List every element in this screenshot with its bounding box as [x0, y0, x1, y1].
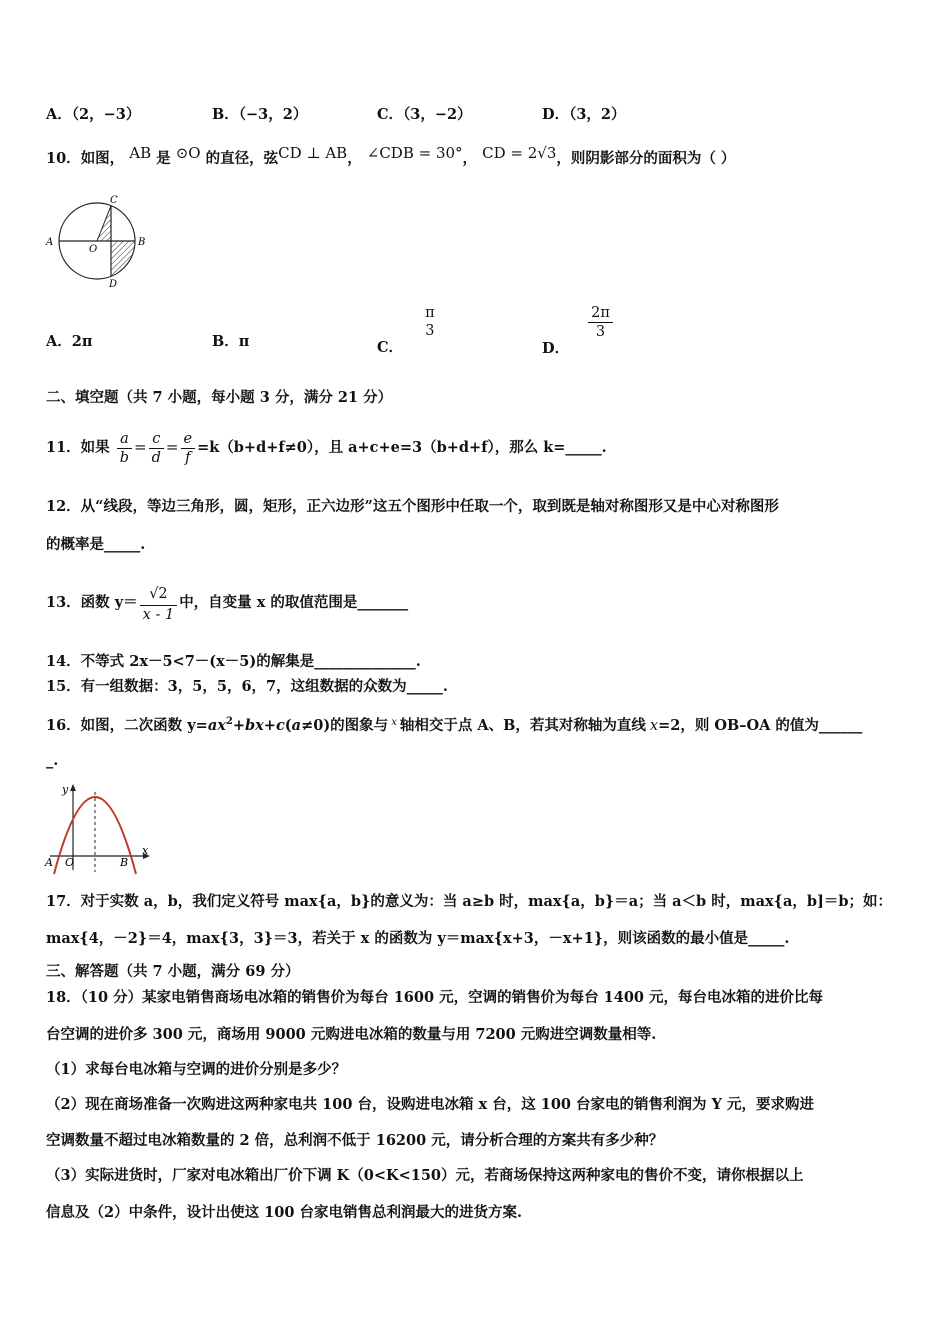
q11-eq-2: =: [165, 438, 179, 456]
q11-f2-den: d: [151, 449, 161, 466]
q10-option-a: [46, 330, 92, 351]
q13-den: x - 1: [142, 606, 175, 623]
q13-question: [46, 568, 408, 638]
q11-prefix: 11．如果: [46, 439, 110, 456]
q16-neq: ≠0)的图象与: [301, 716, 389, 734]
q10-option-d: [542, 304, 610, 357]
q10-option-b-label: B．: [212, 333, 239, 350]
q10-option-d-fraction: [588, 304, 613, 341]
q10-perp: CD ⊥ AB: [278, 144, 348, 162]
q9-option-d: [542, 103, 626, 124]
q9-option-c: [377, 103, 472, 124]
q16-label-b: B: [120, 856, 129, 869]
q16-plus-1: +: [232, 716, 245, 734]
q16-paren: (: [284, 716, 292, 734]
q16-bx: bx: [245, 716, 264, 734]
q10-option-a-label: A．: [46, 333, 72, 350]
q11-fraction-c-d: [149, 430, 164, 467]
q18-line-2: 台空调的进价多 300 元，商场用 9000 元购进电冰箱的数量与用 7200 元购进空调数量相等.: [46, 1026, 657, 1043]
q16-part-1: 16．如图，二次函数 y=: [46, 716, 208, 734]
q16-parabola-figure: [42, 780, 157, 875]
q9-option-b-label: B．: [212, 106, 239, 123]
q13-suffix: 中，自变量 x 的取值范围是_______: [179, 594, 409, 611]
q12-line-1: 12．从“线段，等边三角形，圆，矩形，正六边形”这五个图形中任取一个，取到既是轴对称图形又是中心对称图形: [46, 498, 779, 515]
q13-fraction: [140, 583, 178, 624]
q16-label-y: y: [62, 783, 69, 796]
q10-circle-o: ⊙O: [175, 144, 201, 162]
q16-part-2: 轴相交于点 A、B，若其对称轴为直线: [399, 716, 646, 734]
q16-c: c: [275, 716, 285, 734]
q10-number: 10．: [46, 150, 81, 167]
q11-f2-num: c: [149, 430, 164, 449]
q9-option-d-label: D．: [542, 106, 570, 123]
q18-line-4: （2）现在商场准备一次购进这两种家电共 100 台，设购进电冰箱 x 台，这 100 台家电的销售利润为 Y 元，要求购进: [46, 1096, 815, 1113]
q11-fraction-a-b: [117, 430, 132, 467]
q9-option-a-text: （2，−3）: [71, 106, 141, 123]
q16-a2: a: [291, 716, 302, 734]
q11-eq-1: =: [134, 438, 147, 456]
q10-option-d-label: D．: [542, 339, 570, 357]
q10-text-1: 如图，: [80, 150, 125, 167]
q10-option-c-num: π: [425, 305, 435, 321]
q16-x-eq: x: [649, 717, 659, 734]
q17-line-1: 17．对于实数 a，b，我们定义符号 max{a，b}的意义为：当 a≥b 时，max{a，b}＝a；当 a＜b 时，max{a，b]＝b；如：: [46, 893, 892, 910]
q10-shaded-lower: [111, 241, 135, 276]
q10-option-c-fraction: [422, 304, 438, 340]
q10-option-d-num: 2π: [588, 304, 613, 323]
q16-a: a: [207, 716, 218, 734]
q10-circle-figure: [42, 192, 162, 292]
q10-text-2: 是: [156, 150, 171, 167]
q9-option-a-label: A．: [46, 106, 72, 123]
q11-fraction-e-f: [181, 430, 196, 467]
q9-option-d-text: （3，2）: [569, 106, 626, 123]
q10-text-3: 的直径，弦: [205, 150, 279, 167]
q16-part-3: =2，则 OB–OA 的值为______: [658, 716, 863, 734]
q10-label-o: O: [89, 244, 98, 255]
q9-option-b-text: （−3，2）: [238, 106, 308, 123]
q18-line-5: 空调数量不超过电冰箱数量的 2 倍，总利润不低于 16200 元，请分析合理的方案共有多少种？: [46, 1132, 664, 1149]
q11-suffix: =k（b+d+f≠0），且 a+c+e=3（b+d+f），那么 k=_____.: [197, 439, 607, 456]
q11-f3-den: f: [185, 449, 191, 466]
q16-sup: 2: [225, 716, 233, 727]
q10-option-c-den: 3: [425, 323, 435, 339]
q18-line-7: 信息及（2）中条件，设计出使这 100 台家电销售总利润最大的进货方案.: [46, 1204, 522, 1221]
q16-line-1: [46, 712, 862, 738]
q18-line-6: （3）实际进货时，厂家对电冰箱出厂价下调 K（0<K<150）元，若商场保持这两种家电的售价不变，请你根据以上: [46, 1167, 804, 1184]
q10-label-c: C: [110, 195, 118, 206]
q16-plus-2: +: [263, 716, 276, 734]
q10-option-d-den: 3: [595, 324, 606, 340]
q9-option-c-text: （3，−2）: [403, 106, 472, 123]
q18-line-3: （1）求每台电冰箱与空调的进价分别是多少？: [46, 1061, 347, 1078]
q10-angle: ∠CDB = 30°: [366, 144, 463, 162]
q16-x: x: [217, 716, 226, 734]
q10-option-c-label: C．: [377, 339, 404, 356]
q16-y-arrow: [70, 784, 76, 791]
q10-option-b: [212, 330, 249, 351]
q15-question: 15．有一组数据：3，5，5，6，7，这组数据的众数为_____.: [46, 678, 448, 695]
q10-label-b: B: [138, 237, 146, 248]
q16-label-a: A: [45, 856, 53, 869]
q9-option-b: [212, 103, 307, 124]
q13-num: √2: [140, 583, 178, 606]
q10-label-a: A: [46, 237, 54, 248]
q12-line-2: 的概率是_____.: [46, 536, 146, 553]
q10-question: [46, 144, 736, 169]
q10-comma-2: ，: [462, 150, 478, 167]
q11-question: [46, 418, 607, 476]
q10-ab: AB: [129, 144, 152, 162]
q11-f1-num: a: [117, 430, 132, 449]
q10-option-c: [377, 304, 435, 356]
q10-label-d: D: [109, 279, 118, 290]
q10-text-4: ，则阴影部分的面积为（ ）: [556, 150, 736, 167]
q10-cd: CD = 2√3: [482, 144, 557, 162]
q10-comma-1: ，: [347, 150, 362, 167]
q9-option-a: [46, 103, 140, 124]
q16-label-o: O: [65, 856, 75, 869]
q10-option-b-text: π: [238, 333, 250, 350]
q16-x-small: x: [391, 716, 397, 728]
q14-question: 14．不等式 2x－5<7－(x－5)的解集是______________.: [46, 653, 421, 670]
q11-f3-num: e: [181, 430, 196, 449]
q16-line-2: _.: [46, 752, 59, 769]
q18-line-1: 18．（10 分）某家电销售商场电冰箱的销售价为每台 1600 元，空调的销售价为每台 1400 元，每台电冰箱的进价比每: [46, 989, 824, 1006]
section-3-heading: 三、解答题（共 7 小题，满分 69 分）: [46, 963, 300, 980]
q17-line-2: max{4，－2}＝4，max{3，3}＝3，若关于 x 的函数为 y＝max{x+3，－x+1}，则该函数的最小值是_____.: [46, 930, 790, 947]
q11-f1-den: b: [119, 449, 130, 466]
section-2-heading: 二、填空题（共 7 小题，每小题 3 分，满分 21 分）: [46, 389, 393, 406]
q16-label-x: x: [142, 844, 149, 857]
q10-option-a-text: 2π: [71, 333, 93, 350]
q13-prefix: 13．函数 y＝: [46, 594, 138, 611]
q9-option-c-label: C．: [377, 106, 404, 123]
